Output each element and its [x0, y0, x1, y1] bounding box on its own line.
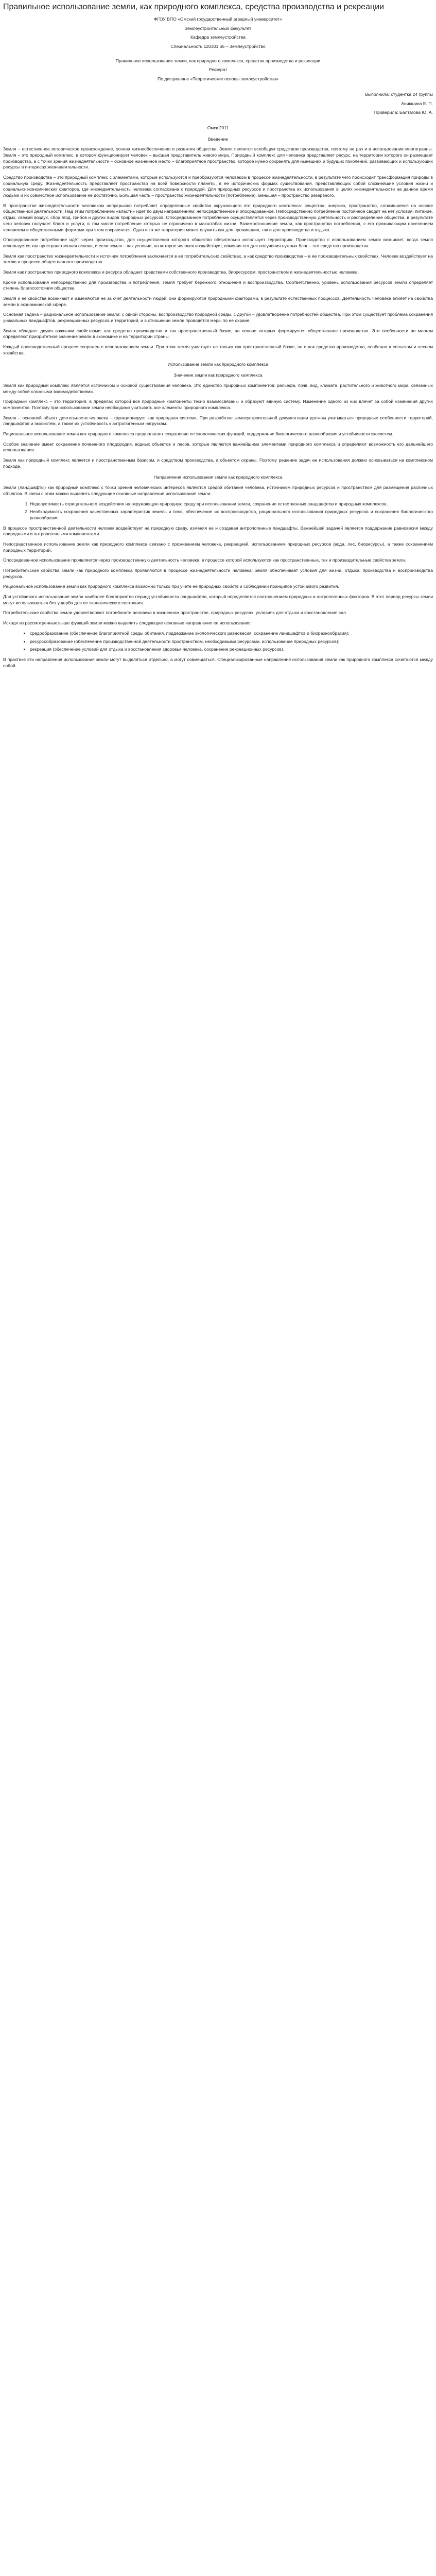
paragraph: Земля и ее свойства возникают и изменяются не за счет деятельности людей; они формируются природными факторами, в результате естественных процессов. Деятельность человека влияет на свойства земли в экономической сфере. — [3, 296, 433, 307]
paragraph: Опосредованное использование проявляется через производственную деятельность человека, в процессе которой используются как пространственные, так и производительные свойства земли. — [3, 557, 406, 563]
paragraph: Земля обладает двумя важными свойствами: как средство производства и как пространственный базис, на основе которых формируется общественное производство. Эти особенности во многом определяют приоритетное значение земли в экономике и на территории страны. — [3, 328, 433, 340]
paragraph: В практике эти направления использования земли могут выделяться отдельно, а могут совмещаться. Специализированные направления использования земли как природного комплекса сочетаются между собой. — [3, 656, 433, 668]
topic-line: Правильное использование земли, как природного комплекса, средства производства и рекреации — [115, 58, 321, 63]
section1-heading: Использование земли как природного комплекса — [167, 361, 269, 367]
section1-subheading: Значение земли как природного комплекса — [173, 372, 263, 378]
paragraph: Земля – естественное историческое происхождение, основа жизнеобеспечения и развития общества. Земля является всеобщим средством производства, поэтому не раз и в использовании многогранны. Земля – это природный комплекс, в котором функционирует человек – высшая представитель живого мира. Природный комплекс для человека представляет ресурс, на территории которого он размещает производство, а с точки зрения жизнедеятельности – основное жизненное место – благоприятное пространство, которое нужно сохранять для нынешних и будущих поколений, развивающих и использующих ресурсы в интересах жизнедеятельности. — [3, 146, 433, 170]
paragraph: Рациональное использование земли как природного комплекса предполагает сохранение ее экологических функций, поддержание биологического разнообразия и устойчивости экосистем. — [3, 431, 394, 436]
paragraph: Непосредственное использование земли как природного комплекса связано с проживанием человека, рекреацией, использованием природных ресурсов (вода, лес, биоресурсы), а также сохранением природных территорий. — [3, 541, 433, 553]
paragraph: Земля как природный комплекс является источником и основой существования человека. Это единство природных компонентов: рельефа, почв, вод, климата, растительного и животного мира, связанных между собой сложными взаимодействиями. — [3, 382, 433, 394]
bullet-list — [3, 631, 433, 653]
list-item: • средообразование (обеспечение благоприятной среды обитания, поддержание экологического равновесия, сохранение ландшафтов и биоразнообразия); — [30, 631, 433, 637]
paragraph: Средство производства – это природный комплекс с элементами, которые используются и преобразуются человеком в процессе жизнедеятельности, в результате чего происходит трансформация природы в социальную среду. Жизнедеятельность представляет пространство на всей поверхности планеты, в ее исторических формах существования, представляющих собой сложнейшие условия жизни и социально-экономических факторов, где жизнедеятельность человека согласована с природой. Для природных ресурсов и пространства их использования в целях жизнедеятельности на данное время людьми и их совместное использование не достаточно. Большая часть – пространство жизнедеятельности (потребление), меньшая – пространство резервного. — [3, 175, 433, 198]
list-item: • ресурсообразование (обеспечение производственной деятельности пространством, необходимыми ресурсами, использование природных ресурсов); — [30, 639, 433, 645]
paragraph: Опосредованное потребление идёт через производство, для осуществления которого общество обязательно использует территорию. Производство с использованием земли возникает, когда земля используется как пространственная основа, и если земля – как условие, на которое человек воздействует, изменяя его для получения нужных благ – это средство производства. — [3, 237, 433, 248]
paragraph: Земля как пространство жизнедеятельности и источник потребления заключается в ее потребительских свойствах, а как средство производства – в ее производительных свойствах. Человек воздействует на землю в процессе общественного производства. — [3, 253, 433, 265]
list-item: 2. Необходимость сохранения качественных характеристик земель и почв, обеспечение их воспроизводства, рационального использования природных ресурсов и сохранения биологического разнообразия. — [30, 509, 433, 521]
work-type-line: Реферат — [208, 67, 228, 73]
paragraph: Потребительские свойства земли как природного комплекса проявляются в процессе жизнедеятельности человека: земля обеспечивает условия для жизни, отдыха, производства и воспроизводства ресурсов. — [3, 568, 433, 579]
paragraph: В пространстве жизнедеятельности человеком непрерывно потребляет определенные свойства окружающего его природного комплекса: вещество, энергию, пространство, сложившееся на основе общественной деятельности. Над этим потреблением «власти» идет по двум направлениям: непосредственное и опосредованное. Непосредственно потребление постоянное сводит на нет условия, питание, отдых, свежий воздух, сбор ягод, грибов и других видов природных ресурсов. Опосредованное потребление осуществляется через производственную деятельность и распределение общества, в результате чего человек получает блага и услуги, в том числе потребление которых не ограничено в масштабах жизни. Взаимоотношение земли, как пространства потребления, с его проживающим населением человеком и общественными формами при этом сохраняется. Одна и та же территория может служить как для проживания, так и для производства и отдыха. — [3, 202, 433, 232]
list-item: 1. Недопустимость отрицательного воздействия на окружающую природную среду при использовании земли, сохранение естественных ландшафтов и природных комплексов. — [30, 501, 433, 507]
paragraph: Потребительские свойства земли удовлетворяют потребности человека в жизненном пространстве, природных ресурсах, условиях для отдыха и восстановления сил. — [3, 610, 347, 616]
paragraph: Земли (ландшафты) как природный комплекс с точки зрения человеческих интересов являются средой обитания человека, источником природных ресурсов и пространством для размещения различных объектов. В связи с этим можно выделить следующие основные направления использования земли: — [3, 485, 433, 496]
paragraph: Природный комплекс – это территория, в пределах которой все природные компоненты тесно взаимосвязаны и образуют единую систему. Изменение одного из них влечет за собой изменения других компонентов. Поэтому при использовании земли необходимо учитывать все элементы природного комплекса. — [3, 399, 433, 410]
checked-by-line: Проверила: Балтагова Ю. А. — [374, 110, 433, 115]
paragraph: Земля – основной объект деятельности человека – функционирует как природная система. При разработке землеустроительной документации должны учитываться природные особенности территорий, ландшафтов и экосистем, а также их устойчивость к антропогенным нагрузкам. — [3, 415, 433, 427]
paragraph: Особое значение имеет сохранение почвенного плодородия, водных объектов и лесов, которые являются важнейшими элементами природного комплекса и определяют возможность его дальнейшего использования. — [3, 441, 433, 453]
section2-heading: Направления использования земли как природного комплекса — [153, 474, 283, 480]
numbered-list — [3, 501, 433, 521]
list-item: • рекреация (обеспечение условий для отдыха и восстановления здоровья человека, сохранение рекреационных ресурсов). — [30, 647, 433, 653]
department-line: Кафедра землеустройства — [190, 35, 246, 40]
discipline-line: По дисциплине «Теоретические основы землеустройства» — [158, 76, 278, 82]
paragraph: Основная задача – рациональное использование земли: с одной стороны, воспроизводство природной среды, с другой – удовлетворение потребностей общества. При этом существует проблема сохранения уникальных ландшафтов, рекреационных ресурсов и территорий, и в отношении земли проводятся меры по ее охране. — [3, 312, 433, 324]
intro-body — [3, 146, 433, 356]
section2-body — [3, 485, 433, 669]
paragraph: Исходя из рассмотренных выше функций земли можно выделить следующие основные направления ее использования: — [3, 620, 252, 626]
ministry-line: ФГОУ ВПО «Омский государственный аграрный университет» — [154, 16, 282, 22]
document-page — [0, 0, 436, 683]
specialty-line: Специальность 120301,65 – Землеустройство — [170, 44, 266, 49]
paragraph: Кроме использования непосредственно для производства и потребления, земля требует бережного отношения и воспроизводства. Соответственно, уровень использования ресурсов земли определяет степень благосостояния общества. — [3, 279, 433, 291]
paragraph: Рациональное использование земли как природного комплекса возможно только при учете ее природных свойств и соблюдении принципов устойчивого развития. — [3, 584, 339, 589]
title-page — [3, 15, 433, 131]
intro-heading: Введение — [208, 136, 228, 142]
paragraph: Земля как пространство природного комплекса и ресурса обладает средствами собственного производства, биоресурсом, пространством и жизнедеятельностью человека. — [3, 269, 359, 275]
paragraph: В процессе пространственной деятельности человек воздействует на природную среду, изменяя ее и создавая антропогенные ландшафты. Важнейшей задачей является поддержание равновесия между природными и антропогенными компонентами. — [3, 525, 433, 537]
section1-body — [3, 383, 433, 470]
paragraph: Земля как природный комплекс является и пространственным базисом, и средством производства, и объектом охраны. Поэтому решение задач ее использования должно основываться на комплексном подходе. — [3, 457, 433, 469]
paragraph: Для устойчивого использования земли наиболее благоприятен период устойчивости ландшафтов, который определяется соотношением природных и антропогенных факторов. В этот период ресурсы земли могут использоваться без ущерба для ее экологического состояния. — [3, 594, 433, 605]
executed-by-line: Выполнила: студентка 24 группы — [365, 91, 433, 97]
city-year: Омск 2011 — [207, 125, 229, 130]
page-title: Правильное использование земли, как природного комплекса, средства производства и рекреации — [3, 3, 385, 11]
student-name: Аникшина Е. П. — [401, 100, 433, 106]
paragraph: Каждый производственный процесс сопряжен с использованием земли. При этом земля участвует не только как пространственный базис, но и как средство производства, особенно в сельском и лесном хозяйстве. — [3, 344, 433, 355]
faculty-line: Землеустроительный факультет — [184, 25, 252, 31]
